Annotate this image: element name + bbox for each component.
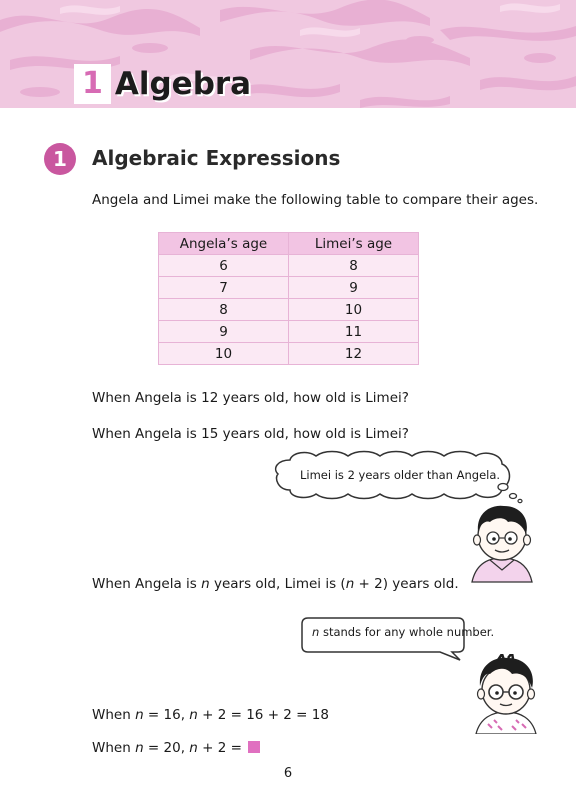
speech-bubble xyxy=(300,616,466,662)
table-header-row xyxy=(159,233,419,255)
table-row xyxy=(159,343,419,365)
question-2: When Angela is 15 years old, how old is Limei? xyxy=(92,426,409,442)
table-row xyxy=(159,321,419,343)
section-title: Algebraic Expressions xyxy=(92,146,341,170)
table-cell: 11 xyxy=(289,321,419,343)
table-cell: 9 xyxy=(159,321,289,343)
column-header-angela: Angela’s age xyxy=(159,233,289,255)
example-2: When n = 20, n + 2 = xyxy=(92,740,260,756)
example-1: When n = 16, n + 2 = 16 + 2 = 18 xyxy=(92,707,329,723)
thought-bubble-text: Limei is 2 years older than Angela. xyxy=(300,468,501,482)
boy-cartoon-icon xyxy=(464,498,538,584)
chapter-heading xyxy=(74,64,251,104)
question-1: When Angela is 12 years old, how old is Limei? xyxy=(92,390,409,406)
table-row xyxy=(159,255,419,277)
table-cell: 12 xyxy=(289,343,419,365)
table-cell: 7 xyxy=(159,277,289,299)
table-row xyxy=(159,277,419,299)
chapter-title: Algebra xyxy=(114,66,252,102)
table-cell: 10 xyxy=(289,299,419,321)
speech-bubble-text: n stands for any whole number. xyxy=(312,625,495,639)
table-cell: 6 xyxy=(159,255,289,277)
table-cell: 10 xyxy=(159,343,289,365)
age-table xyxy=(158,232,419,365)
chapter-banner xyxy=(0,0,576,108)
section-number-badge: 1 xyxy=(44,143,76,175)
column-header-limei: Limei’s age xyxy=(289,233,419,255)
intro-text: Angela and Limei make the following table to compare their ages. xyxy=(92,192,539,208)
general-statement: When Angela is n years old, Limei is (n + 2) years old. xyxy=(92,576,459,592)
table-row xyxy=(159,299,419,321)
table-cell: 8 xyxy=(159,299,289,321)
table-cell: 8 xyxy=(289,255,419,277)
table-cell: 9 xyxy=(289,277,419,299)
boy-with-glasses-cartoon-icon xyxy=(468,654,544,734)
answer-placeholder-box xyxy=(248,741,260,753)
page-number: 6 xyxy=(283,766,293,781)
chapter-number: 1 xyxy=(74,64,111,104)
